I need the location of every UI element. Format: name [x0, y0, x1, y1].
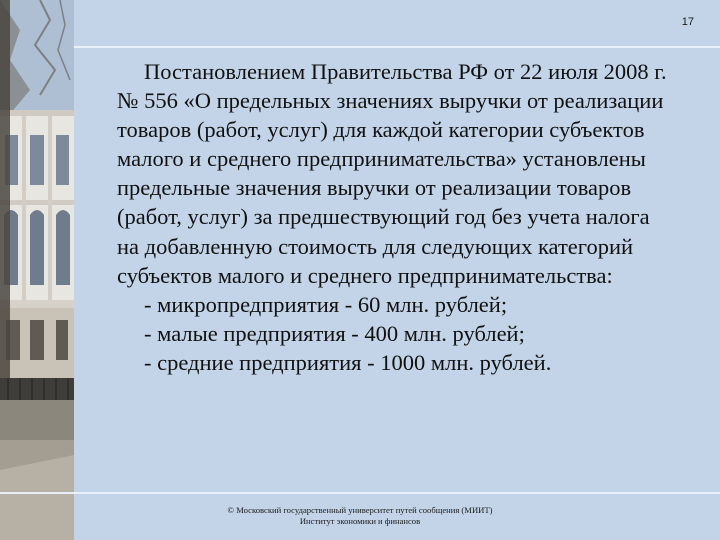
building-photo: [0, 0, 74, 540]
list-item-small: - малые предприятия - 400 млн. рублей;: [144, 320, 525, 346]
footer-institute: Институт экономики и финансов: [299, 516, 421, 526]
slide-body: [117, 57, 677, 377]
footer-copyright: © Московский государственный университет путей сообщения (МИИТ): [227, 505, 493, 515]
footer: [190, 505, 530, 527]
footer-divider: [0, 492, 720, 494]
slide-number: 17: [681, 16, 694, 28]
list-item-medium: - средние предприятия - 1000 млн. рублей.: [144, 349, 552, 375]
list-item-micro: - микропредприятия - 60 млн. рублей;: [144, 291, 508, 317]
slide-paragraph: Постановлением Правительства РФ от 22 июля 2008 г. № 556 «О предельных значениях выручки от реализации товаров (работ, услуг) для каждой категории субъектов малого и среднего предпринимательства» установлены предельные значения выручки от реализации товаров (работ, услуг) за предшествующий год без учета налога на добавленную стоимость для следующих категорий субъектов малого и среднего предпринимательства:: [117, 59, 667, 288]
header-divider: [74, 46, 720, 48]
